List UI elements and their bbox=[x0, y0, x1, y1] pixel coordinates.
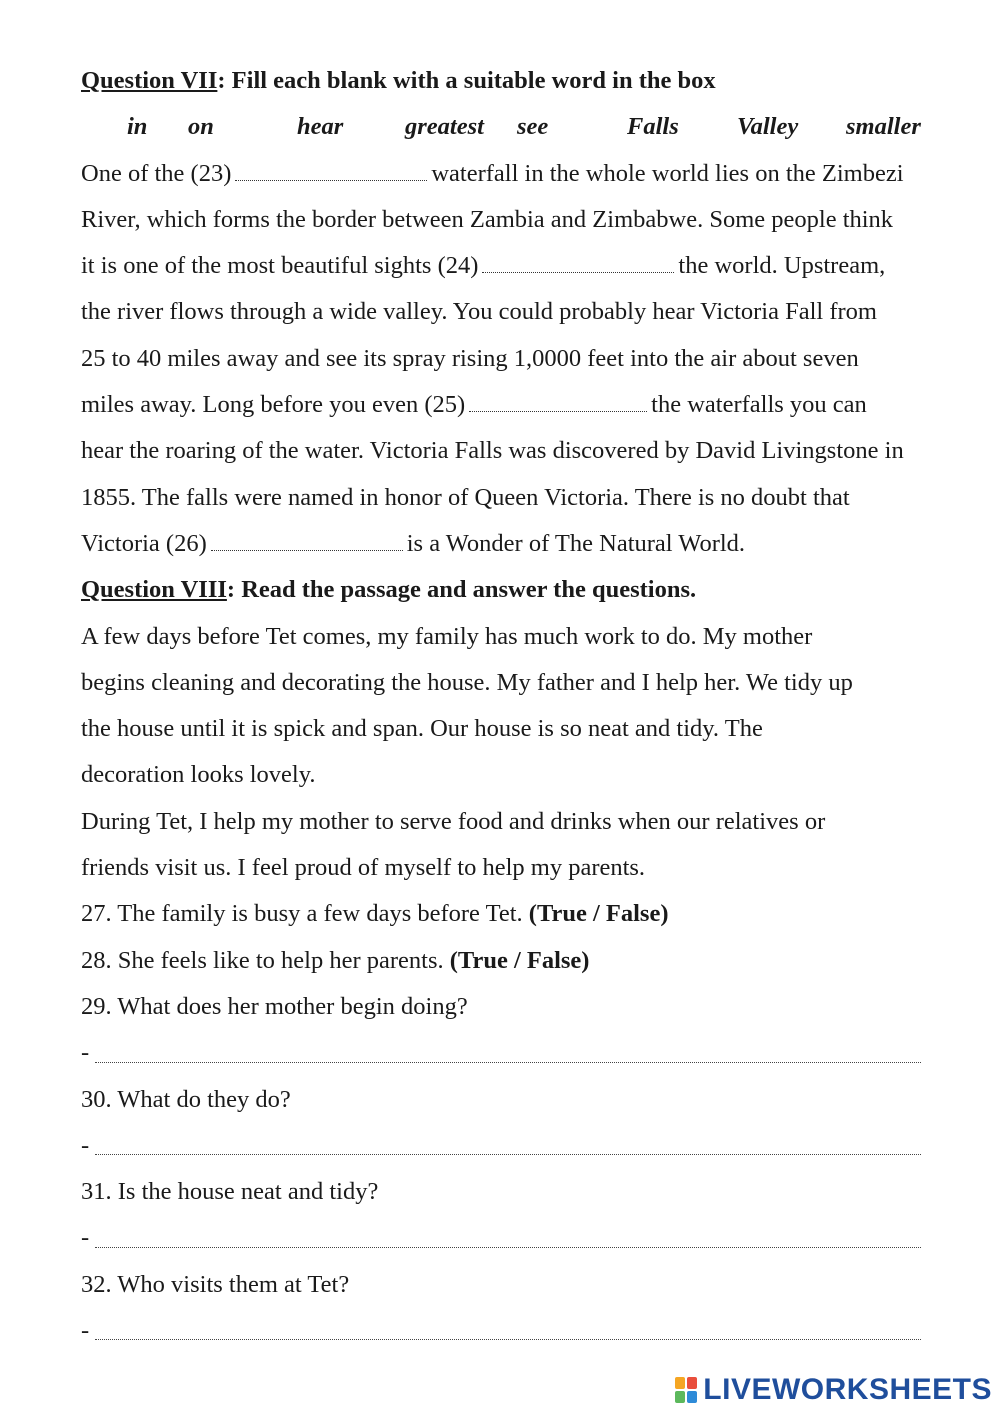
worksheet-page bbox=[81, 58, 941, 1354]
answer-line-32[interactable]: - bbox=[81, 1308, 941, 1354]
q7-heading bbox=[81, 58, 941, 104]
word-valley: Valley bbox=[737, 113, 799, 141]
q7-instruction: : Fill each blank with a suitable word in the box bbox=[217, 67, 716, 94]
q8-passage-line: begins cleaning and decorating the house. My father and I help her. We tidy up bbox=[81, 668, 853, 696]
q7-label: Question VII bbox=[81, 67, 218, 94]
q7-line-1: One of the (23) waterfall in the whole world lies on the Zimbezi bbox=[81, 159, 904, 187]
word-hear: hear bbox=[297, 113, 344, 141]
q8-passage-line: friends visit us. I feel proud of myself to help my parents. bbox=[81, 854, 646, 882]
q7-line-2: River, which forms the border between Zambia and Zimbabwe. Some people think bbox=[81, 205, 894, 233]
true-false-choice-27[interactable]: (True / False) bbox=[528, 900, 669, 928]
q7-line-5: 25 to 40 miles away and see its spray rising 1,0000 feet into the air about seven bbox=[81, 344, 859, 372]
q8-label: Question VIII bbox=[81, 576, 227, 604]
q8-instruction: : Read the passage and answer the questions. bbox=[226, 576, 697, 604]
word-on: on bbox=[188, 113, 214, 141]
word-in: in bbox=[127, 113, 148, 141]
blank-25[interactable] bbox=[469, 391, 647, 412]
word-see: see bbox=[517, 113, 549, 141]
q8-heading bbox=[81, 567, 941, 613]
q7-line-9: Victoria (26) is a Wonder of The Natural World. bbox=[81, 529, 746, 557]
q7-line-4: the river flows through a wide valley. You could probably hear Victoria Fall from bbox=[81, 298, 877, 326]
q8-passage-line: During Tet, I help my mother to serve food and drinks when our relatives or bbox=[81, 807, 826, 835]
answer-line-30[interactable]: - bbox=[81, 1123, 941, 1169]
blank-24[interactable] bbox=[482, 252, 674, 273]
word-box bbox=[81, 104, 941, 150]
q7-line-7: hear the roaring of the water. Victoria Falls was discovered by David Livingstone in bbox=[81, 437, 904, 465]
answer-line-29[interactable]: - bbox=[81, 1030, 941, 1076]
question-28: 28. She feels like to help her parents. (True / False) bbox=[81, 946, 590, 974]
q7-line-8: 1855. The falls were named in honor of Queen Victoria. There is no doubt that bbox=[81, 483, 850, 511]
question-27: 27. The family is busy a few days before Tet. (True / False) bbox=[81, 900, 669, 928]
liveworksheets-logo-icon bbox=[675, 1377, 697, 1403]
logo-text: LIVEWORKSHEETS bbox=[703, 1373, 992, 1406]
word-greatest: greatest bbox=[405, 113, 484, 141]
liveworksheets-logo[interactable] bbox=[675, 1373, 992, 1407]
question-31: 31. Is the house neat and tidy? bbox=[81, 1178, 379, 1206]
true-false-choice-28[interactable]: (True / False) bbox=[449, 946, 590, 974]
blank-23[interactable] bbox=[235, 160, 427, 181]
question-30: 30. What do they do? bbox=[81, 1085, 291, 1113]
word-falls: Falls bbox=[627, 113, 679, 141]
question-29: 29. What does her mother begin doing? bbox=[81, 992, 468, 1020]
q7-line-6: miles away. Long before you even (25) the waterfalls you can bbox=[81, 391, 867, 419]
answer-line-31[interactable]: - bbox=[81, 1215, 941, 1261]
question-32: 32. Who visits them at Tet? bbox=[81, 1270, 350, 1298]
blank-26[interactable] bbox=[211, 530, 403, 551]
q8-passage-line: the house until it is spick and span. Our house is so neat and tidy. The bbox=[81, 715, 763, 743]
word-smaller: smaller bbox=[846, 113, 921, 141]
q7-line-3: it is one of the most beautiful sights (24) the world. Upstream, bbox=[81, 252, 886, 280]
q8-passage-line: decoration looks lovely. bbox=[81, 761, 316, 789]
q8-passage-line: A few days before Tet comes, my family has much work to do. My mother bbox=[81, 622, 813, 650]
